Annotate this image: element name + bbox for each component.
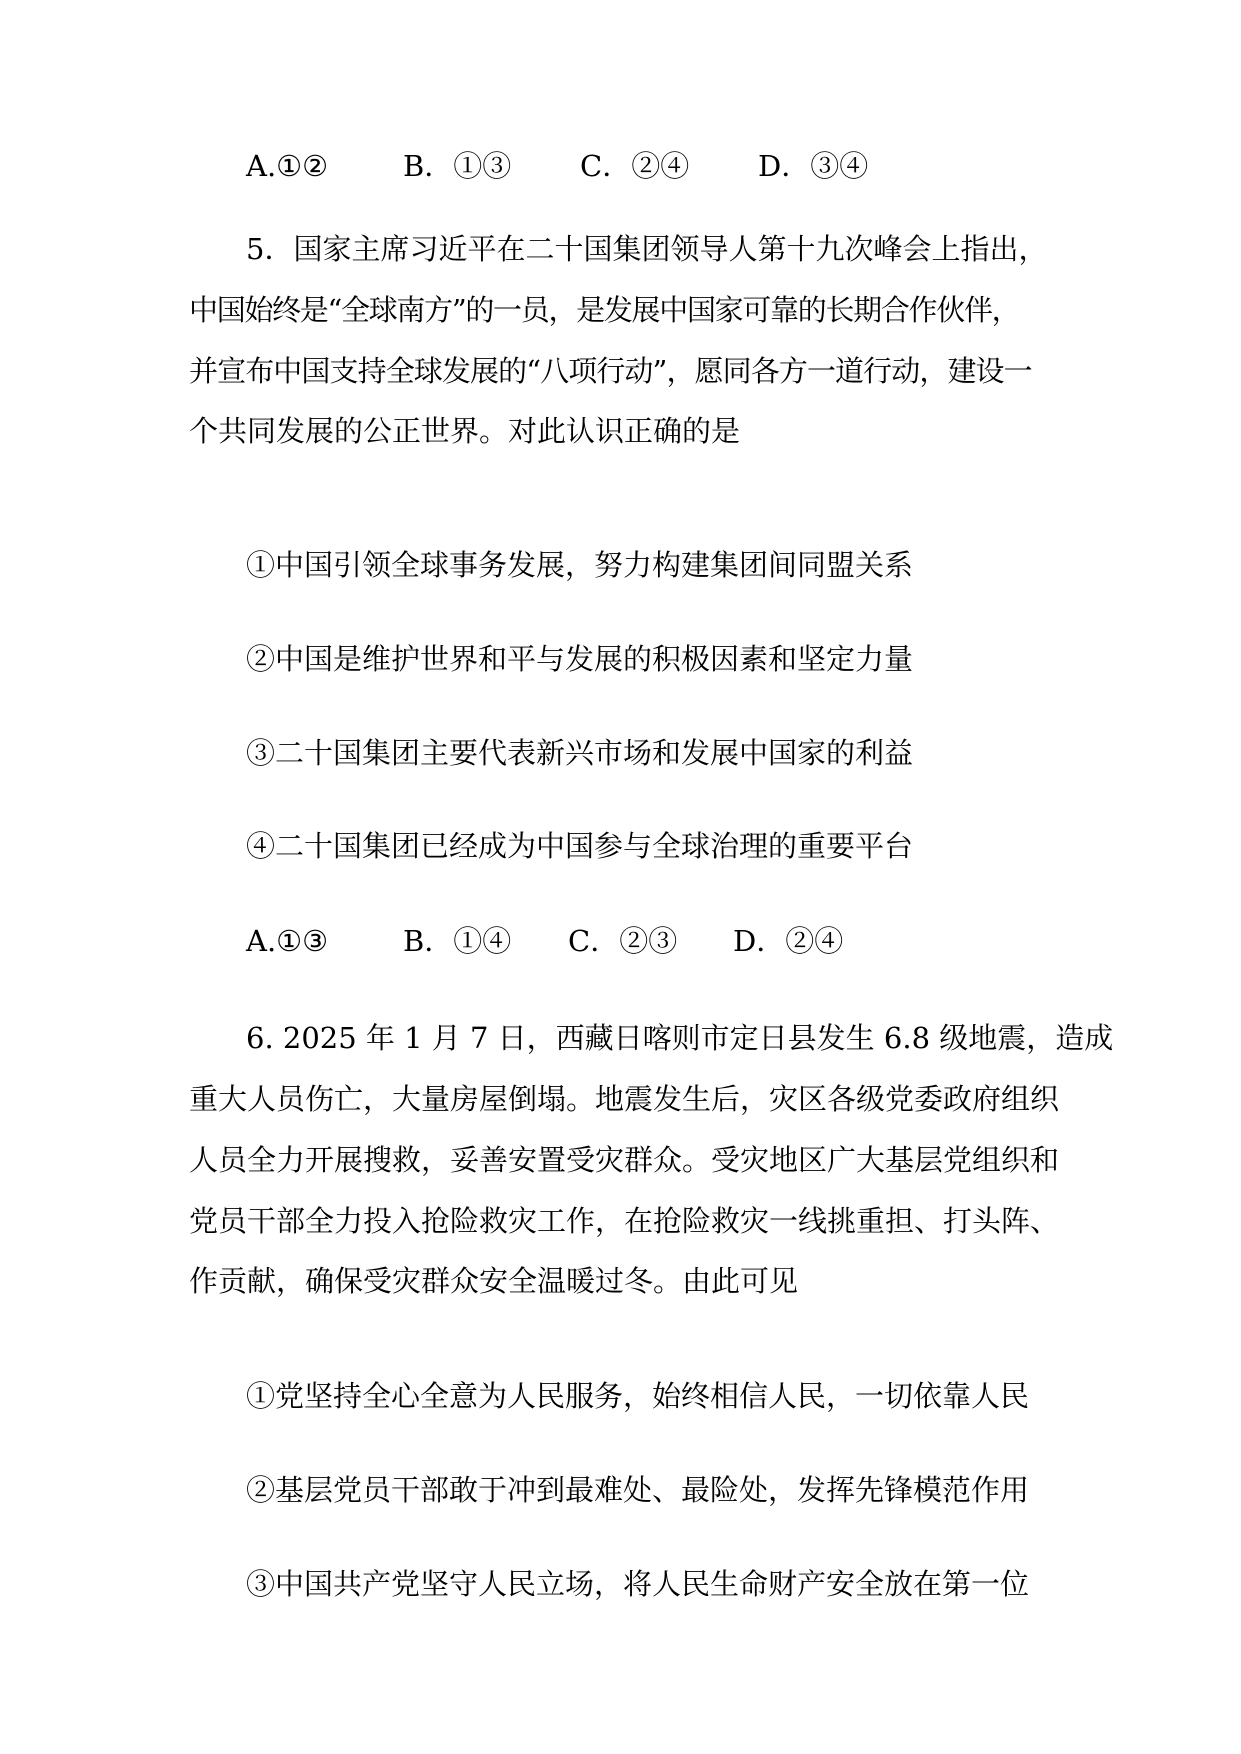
q5-statement-4: ④二十国集团已经成为中国参与全球治理的重要平台 <box>246 829 914 863</box>
q6-stem-line: 作贡献，确保受灾群众安全温暖过冬。由此可见 <box>189 1264 799 1298</box>
q6-stem-line: 人员全力开展搜救，妥善安置受灾群众。受灾地区广大基层党组织和 <box>189 1143 1060 1177</box>
q5-statement-3: ③二十国集团主要代表新兴市场和发展中国家的利益 <box>246 736 914 770</box>
q5-stem-line: 个共同发展的公正世界。对此认识正确的是 <box>189 414 741 448</box>
q4-option-c: C．②④ <box>580 149 690 183</box>
q4-option-a: A.①② <box>246 149 329 183</box>
q5-stem-line: 5．国家主席习近平在二十国集团领导人第十九次峰会上指出， <box>246 232 1048 266</box>
q5-stem-line: 并宣布中国支持全球发展的“八项行动”，愿同各方一道行动，建设一 <box>189 354 1032 388</box>
q4-options-row <box>0 146 1241 186</box>
q4-option-d: D．③④ <box>758 149 869 183</box>
q5-statement-1: ①中国引领全球事务发展，努力构建集团间同盟关系 <box>246 548 914 582</box>
q5-option-c: C．②③ <box>568 924 678 958</box>
q6-statement-3: ③中国共产党坚守人民立场，将人民生命财产安全放在第一位 <box>246 1567 1030 1601</box>
q5-option-b: B．①④ <box>403 924 512 958</box>
q5-statement-2: ②中国是维护世界和平与发展的积极因素和坚定力量 <box>246 642 914 676</box>
q6-stem-line: 6. 2025 年 1 月 7 日，西藏日喀则市定日县发生 6.8 级地震，造成 <box>246 1021 1114 1055</box>
q6-stem-line: 党员干部全力投入抢险救灾工作，在抢险救灾一线挑重担、打头阵、 <box>189 1204 1060 1238</box>
q5-option-a: A.①③ <box>246 924 329 958</box>
q6-statement-1: ①党坚持全心全意为人民服务，始终相信人民，一切依靠人民 <box>246 1379 1030 1413</box>
q5-stem-line: 中国始终是“全球南方”的一员，是发展中国家可靠的长期合作伙伴， <box>189 293 1020 327</box>
q6-stem-line: 重大人员伤亡，大量房屋倒塌。地震发生后，灾区各级党委政府组织 <box>189 1082 1060 1116</box>
q5-option-d: D．②④ <box>733 924 844 958</box>
q4-option-b: B．①③ <box>403 149 512 183</box>
q6-statement-2: ②基层党员干部敢于冲到最难处、最险处，发挥先锋模范作用 <box>246 1473 1030 1507</box>
q5-options-row <box>0 921 1241 961</box>
